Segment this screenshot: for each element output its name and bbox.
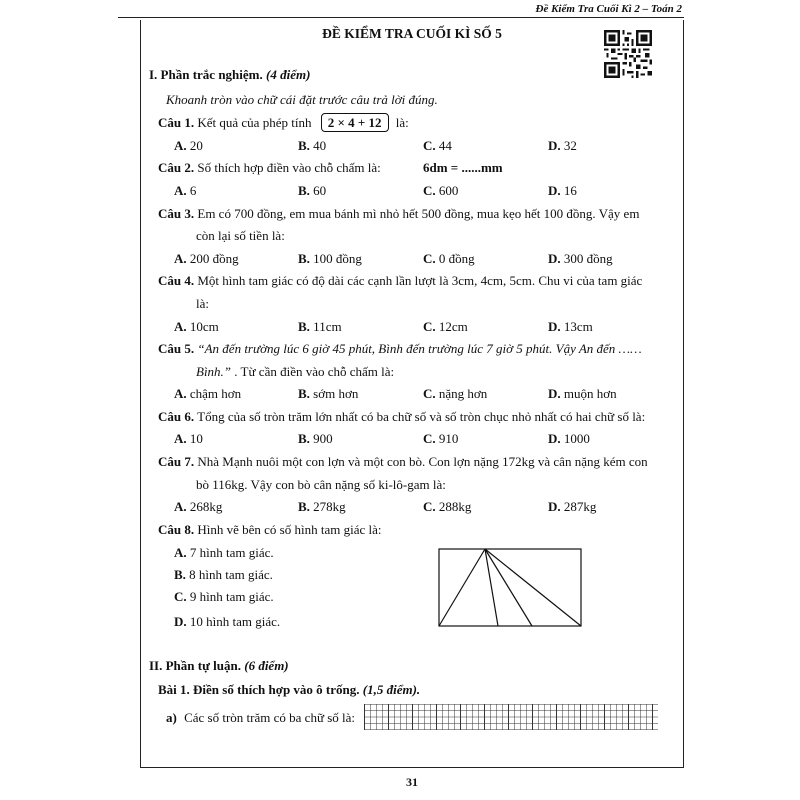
q6-option-d[interactable] (548, 431, 590, 447)
q8-option-b[interactable] (174, 567, 273, 583)
q6-option-a[interactable] (174, 431, 203, 447)
option-text: 910 (438, 431, 459, 446)
option-text: 278kg (313, 499, 346, 514)
option-text: 13cm (563, 319, 593, 334)
q8-text: Hình vẽ bên có số hình tam giác là: (197, 522, 382, 537)
option-text: 6 (189, 183, 197, 198)
q8-label: Câu 8. (158, 522, 195, 537)
option-letter: C. (423, 319, 436, 334)
option-letter: B. (298, 386, 310, 401)
q3-option-d[interactable] (548, 251, 613, 267)
bai1-points: (1,5 điểm). (362, 682, 421, 697)
q2-option-d[interactable] (548, 183, 577, 199)
option-text: 20 (189, 138, 203, 153)
q2-option-a[interactable] (174, 183, 196, 199)
option-letter: B. (174, 567, 186, 582)
figure-line (439, 549, 485, 626)
q4-line2: là: (196, 296, 209, 311)
option-letter: A. (174, 138, 187, 153)
option-letter: B. (298, 431, 310, 446)
option-text: nặng hơn (438, 386, 488, 401)
q5-line2-rest: . Từ cần điền vào chỗ chấm là: (234, 364, 395, 379)
option-letter: D. (548, 499, 561, 514)
q5-line2-italic: Bình.” (196, 364, 232, 379)
q3-label: Câu 3. (158, 206, 195, 221)
q7-line1: Nhà Mạnh nuôi một con lợn và một con bò. Con lợn nặng 172kg và cân nặng kém con (197, 454, 648, 469)
part2-title: II. Phần tự luận. (149, 658, 241, 673)
triangle-figure (430, 540, 590, 632)
option-letter: B. (298, 183, 310, 198)
part2-heading (149, 658, 289, 674)
page-number: 31 (406, 775, 418, 789)
option-text: 44 (438, 138, 452, 153)
option-letter: D. (548, 431, 561, 446)
option-letter: C. (423, 431, 436, 446)
q1-option-d[interactable] (548, 138, 577, 154)
option-text: 9 hình tam giác. (189, 589, 274, 604)
q3-option-c[interactable] (423, 251, 475, 267)
q5-option-b[interactable] (298, 386, 358, 402)
option-letter: A. (174, 386, 187, 401)
option-letter: B. (298, 138, 310, 153)
option-letter: D. (548, 251, 561, 266)
option-letter: D. (548, 319, 561, 334)
q1-option-b[interactable] (298, 138, 326, 154)
bai1-title: Bài 1. Điền số thích hợp vào ô trống. (158, 682, 360, 697)
q3-option-b[interactable] (298, 251, 362, 267)
part2-points: (6 điểm) (244, 658, 289, 673)
option-text: muộn hơn (563, 386, 617, 401)
q2-option-c[interactable] (423, 183, 458, 199)
q1-tail: là: (395, 115, 409, 130)
option-text: 12cm (438, 319, 468, 334)
q5-option-a[interactable] (174, 386, 241, 402)
option-text: sớm hơn (313, 386, 359, 401)
q8-stem (158, 522, 382, 538)
q4-option-c[interactable] (423, 319, 468, 335)
option-text: 10cm (189, 319, 219, 334)
part1-title: I. Phần trắc nghiệm. (149, 67, 263, 82)
option-text: 1000 (563, 431, 590, 446)
q6-stem (158, 409, 645, 425)
option-letter: B. (298, 251, 310, 266)
option-text: 300 đồng (563, 251, 613, 266)
q2-option-b[interactable] (298, 183, 326, 199)
q3-option-a[interactable] (174, 251, 239, 267)
q3-line2: còn lại số tiền là: (196, 228, 285, 243)
q5-label: Câu 5. (158, 341, 195, 356)
q4-line1: Một hình tam giác có độ dài các cạnh lần lượt là 3cm, 4cm, 5cm. Chu vi của tam giác (197, 273, 643, 288)
option-letter: D. (174, 614, 187, 629)
q1-label: Câu 1. (158, 115, 195, 130)
option-text: 10 hình tam giác. (189, 614, 281, 629)
part1-instruction: Khoanh tròn vào chữ cái đặt trước câu trả lời đúng. (166, 92, 438, 107)
option-letter: B. (298, 319, 310, 334)
option-letter: B. (298, 499, 310, 514)
option-text: chậm hơn (189, 386, 242, 401)
q3-stem (158, 206, 639, 222)
figure-rectangle (439, 549, 581, 626)
q7-option-b[interactable] (298, 499, 346, 515)
option-text: 900 (313, 431, 333, 446)
q8-option-a[interactable] (174, 545, 274, 561)
q1-option-c[interactable] (423, 138, 452, 154)
running-header: Đề Kiểm Tra Cuối Kì 2 – Toán 2 (535, 3, 682, 15)
q1-text: Kết quả của phép tính (197, 115, 312, 130)
option-text: 600 (438, 183, 459, 198)
option-letter: D. (548, 183, 561, 198)
option-text: 10 (189, 431, 203, 446)
q2-blank: 6dm = ......mm (423, 160, 503, 175)
option-letter: C. (423, 251, 436, 266)
q7-option-d[interactable] (548, 499, 596, 515)
option-text: 40 (313, 138, 327, 153)
q7-line2: bò 116kg. Vậy con bò cân nặng số ki-lô-gam là: (196, 477, 446, 492)
q5-stem (158, 341, 642, 357)
q5-option-c[interactable] (423, 386, 487, 402)
q4-label: Câu 4. (158, 273, 195, 288)
option-text: 16 (563, 183, 577, 198)
q7-stem (158, 454, 648, 470)
answer-grid[interactable] (364, 704, 658, 730)
exam-title: ĐỀ KIỂM TRA CUỐI KÌ SỐ 5 (322, 26, 502, 41)
figure-line (485, 549, 581, 626)
q5-option-d[interactable] (548, 386, 617, 402)
q4-option-d[interactable] (548, 319, 593, 335)
q8-option-d[interactable] (174, 614, 280, 630)
part1-points: (4 điểm) (266, 67, 311, 82)
option-text: 200 đồng (189, 251, 239, 266)
option-letter: A. (174, 183, 187, 198)
q6-label: Câu 6. (158, 409, 195, 424)
q4-option-b[interactable] (298, 319, 342, 335)
q7-option-c[interactable] (423, 499, 471, 515)
q5-line1: “An đến trường lúc 6 giờ 45 phút, Bình đến trường lúc 7 giờ 5 phút. Vậy An đến …… (197, 341, 642, 356)
bai1-a-label: a) (166, 710, 177, 725)
q6-option-c[interactable] (423, 431, 458, 447)
option-letter: C. (423, 499, 436, 514)
option-text: 7 hình tam giác. (189, 545, 274, 560)
q4-option-a[interactable] (174, 319, 219, 335)
option-text: 8 hình tam giác. (189, 567, 273, 582)
option-letter: D. (548, 386, 561, 401)
q6-option-b[interactable] (298, 431, 333, 447)
option-letter: C. (423, 183, 436, 198)
option-text: 288kg (438, 499, 472, 514)
option-letter: C. (174, 589, 187, 604)
q3-line1: Em có 700 đồng, em mua bánh mì nhỏ hết 500 đồng, mua kẹo hết 100 đồng. Vậy em (197, 206, 640, 221)
option-text: 268kg (189, 499, 223, 514)
option-text: 100 đồng (313, 251, 362, 266)
q8-option-c[interactable] (174, 589, 274, 605)
option-text: 60 (313, 183, 327, 198)
q1-stem (158, 115, 409, 131)
qr-code-icon (604, 30, 652, 78)
option-text: 0 đồng (438, 251, 475, 266)
option-letter: A. (174, 431, 187, 446)
option-text: 32 (563, 138, 577, 153)
option-letter: A. (174, 319, 187, 334)
q4-stem (158, 273, 642, 289)
part1-heading (149, 67, 310, 83)
option-letter: A. (174, 251, 187, 266)
option-letter: C. (423, 138, 436, 153)
q2-text: Số thích hợp điền vào chỗ chấm là: (197, 160, 381, 175)
option-letter: C. (423, 386, 436, 401)
option-letter: A. (174, 545, 187, 560)
q1-option-a[interactable] (174, 138, 203, 154)
q1-expression: 2 × 4 + 12 (321, 113, 389, 132)
bai1-a-text: Các số tròn trăm có ba chữ số là: (184, 710, 356, 725)
option-text: 11cm (313, 319, 342, 334)
q2-stem (158, 160, 381, 176)
header-rule (118, 17, 684, 18)
bai1-heading (158, 682, 420, 698)
bai1-part-a (166, 710, 355, 726)
q2-label: Câu 2. (158, 160, 195, 175)
option-text: 287kg (563, 499, 597, 514)
option-letter: D. (548, 138, 561, 153)
q7-option-a[interactable] (174, 499, 222, 515)
q7-label: Câu 7. (158, 454, 195, 469)
q6-text: Tổng của số tròn trăm lớn nhất có ba chữ số và số tròn chục nhỏ nhất có hai chữ số là: (197, 409, 646, 424)
q5-line2 (196, 364, 394, 380)
option-letter: A. (174, 499, 187, 514)
